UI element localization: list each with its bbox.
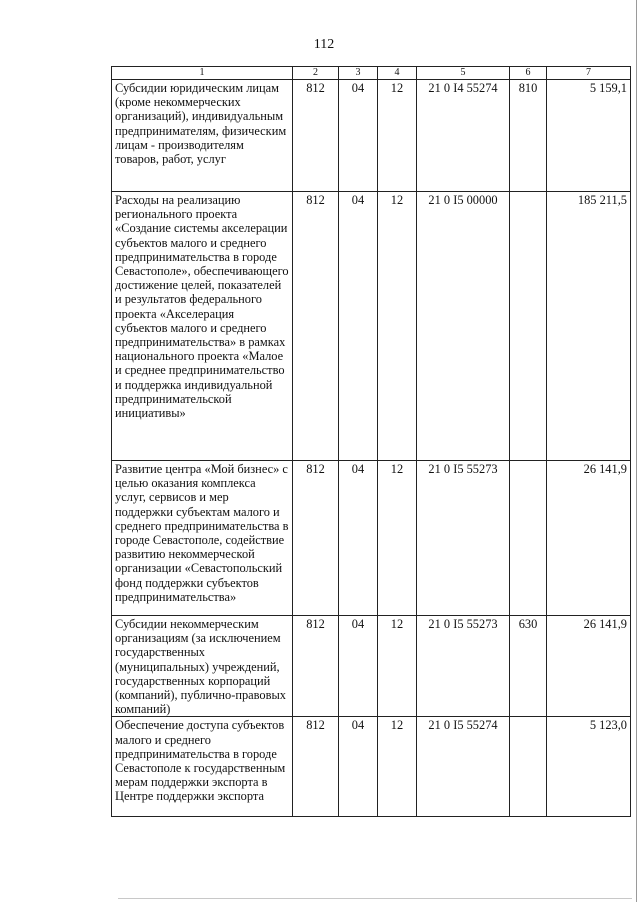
row-code-4: 12	[378, 192, 417, 461]
column-header-7: 7	[547, 67, 631, 80]
row-amount: 26 141,9	[547, 461, 631, 616]
row-code-3: 04	[339, 192, 378, 461]
row-code-3: 04	[339, 461, 378, 616]
row-amount: 185 211,5	[547, 192, 631, 461]
row-code-5: 21 0 I4 55274	[417, 80, 510, 192]
row-name: Субсидии юридическим лицам (кроме некоммерческих организаций), индивидуальным предпринимателям, физическим лицам - производителям товаров, работ, услуг	[112, 80, 293, 192]
column-header-4: 4	[378, 67, 417, 80]
row-code-2: 812	[293, 461, 339, 616]
column-header-3: 3	[339, 67, 378, 80]
row-code-6: 810	[510, 80, 547, 192]
table-row	[112, 192, 631, 461]
row-code-2: 812	[293, 616, 339, 717]
column-header-1: 1	[112, 67, 293, 80]
column-header-6: 6	[510, 67, 547, 80]
row-code-2: 812	[293, 80, 339, 192]
row-amount: 5 159,1	[547, 80, 631, 192]
row-code-3: 04	[339, 717, 378, 817]
row-code-6: 630	[510, 616, 547, 717]
page-number: 112	[313, 37, 335, 52]
row-amount: 26 141,9	[547, 616, 631, 717]
row-code-3: 04	[339, 616, 378, 717]
row-name: Субсидии некоммерческим организациям (за исключением государственных (муниципальных) учреждений, государственных корпораций (компаний), публично-правовых компаний)	[112, 616, 293, 717]
row-code-4: 12	[378, 461, 417, 616]
table-row	[112, 717, 631, 817]
row-code-5: 21 0 I5 55273	[417, 616, 510, 717]
row-code-4: 12	[378, 80, 417, 192]
row-code-5: 21 0 I5 55274	[417, 717, 510, 817]
scan-edge-right	[636, 0, 637, 902]
row-code-5: 21 0 I5 55273	[417, 461, 510, 616]
row-code-4: 12	[378, 616, 417, 717]
row-code-6	[510, 461, 547, 616]
row-code-2: 812	[293, 192, 339, 461]
row-code-2: 812	[293, 717, 339, 817]
scan-edge-bottom	[118, 898, 632, 899]
row-code-6	[510, 717, 547, 817]
row-name: Развитие центра «Мой бизнес» с целью оказания комплекса услуг, сервисов и мер поддержки субъектам малого и среднего предпринимательства в городе Севастополе, содействие развитию некоммерческой организации «Севастопольский фонд поддержки субъектов предпринимательства»	[112, 461, 293, 616]
row-name: Расходы на реализацию регионального проекта «Создание системы акселерации субъектов малого и среднего предпринимательства в городе Севастополе», обеспечивающего достижение целей, показателей и результатов федерального проекта «Акселерация субъектов малого и среднего предпринимательства» в рамках национального проекта «Малое и среднее предпринимательство и поддержка индивидуальной предпринимательской инициативы»	[112, 192, 293, 461]
table-header-row	[112, 67, 631, 80]
row-code-3: 04	[339, 80, 378, 192]
column-header-2: 2	[293, 67, 339, 80]
row-amount: 5 123,0	[547, 717, 631, 817]
row-code-5: 21 0 I5 00000	[417, 192, 510, 461]
table-row	[112, 80, 631, 192]
budget-table	[111, 66, 631, 817]
row-name: Обеспечение доступа субъектов малого и среднего предпринимательства в городе Севастополе к государственным мерам поддержки экспорта в Центре поддержки экспорта	[112, 717, 293, 817]
table-row	[112, 616, 631, 717]
row-code-6	[510, 192, 547, 461]
column-header-5: 5	[417, 67, 510, 80]
table-row	[112, 461, 631, 616]
row-code-4: 12	[378, 717, 417, 817]
